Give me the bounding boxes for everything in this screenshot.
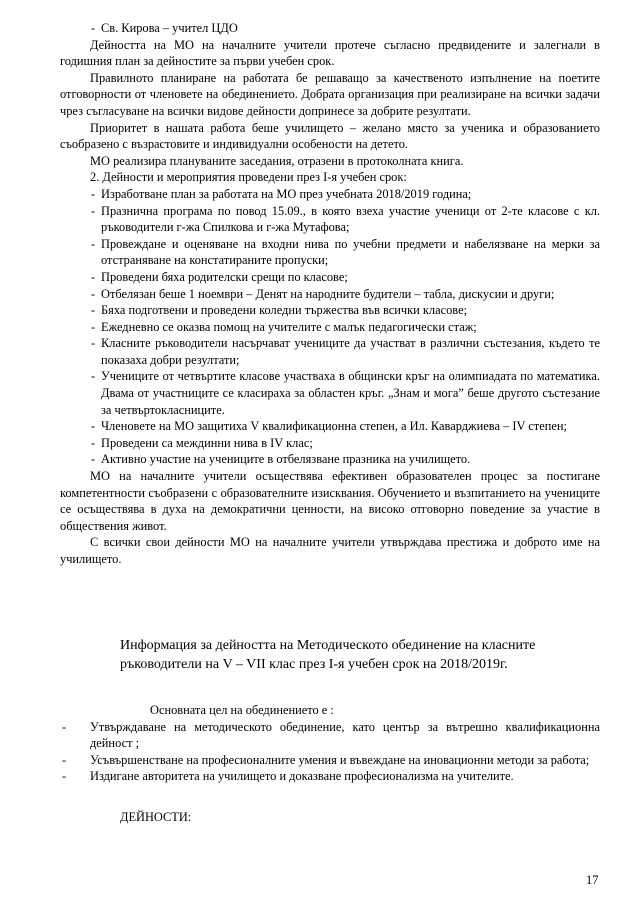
staff-list (60, 20, 600, 37)
goals-list (60, 719, 600, 785)
paragraph: Правилното планиране на работата бе решаващо за качественото изпълнение на поетите отговорности от членовете на обединението. Добрата организация при реализиране на всички задачи чрез съгласуване на всички видове дейности допринесе за добрите резултати. (60, 70, 600, 118)
list-item: - Празнична програма по повод 15.09., в която взеха участие ученици от 2-те класове с кл. ръководители г-жа Спилкова и г-жа Мутафова; (91, 203, 600, 235)
list-item: - Отбелязан беше 1 ноември – Денят на народните будители – табла, дискусии и други; (91, 286, 555, 301)
section2-body (60, 702, 600, 785)
list-item: - Усъвършенстване на професионалните умения и въвеждане на иновационни методи за работа; (62, 752, 590, 767)
goal-intro: Основната цел на обединението е : (150, 703, 334, 717)
list-item: - Издигане авторитета на училището и доказване професионализма на учителите. (62, 769, 514, 784)
list-item: - Учениците от четвъртите класове участваха в общински кръг на олимпиадата по математика. Двама от участниците се класираха за областен кръг. „Знам и мога” беше другото състезание за четвъртокласниците. (91, 369, 600, 417)
activities-list (60, 186, 600, 468)
activities-heading: ДЕЙНОСТИ: (120, 810, 192, 824)
list-item: - Св. Кирова – учител ЦДО (91, 21, 238, 35)
list-item: - Класните ръководители насърчават учениците да участват в различни състезания, където те показаха добри резултати; (91, 336, 600, 367)
subheading: 2. Дейности и мероприятия проведени през I-я учебен срок: (90, 170, 407, 185)
section-title: Информация за дейността на Методическото обединение на класните ръководители на V – VII клас през I-я учебен срок на 2018/2019г. (120, 638, 536, 672)
paragraph: МО реализира плануваните заседания, отразени в протоколната книга. (90, 153, 464, 168)
list-item: - Ежедневно се оказва помощ на учителите с малък педагогически стаж; (91, 319, 477, 334)
page-number: 17 (586, 873, 599, 887)
list-item: - Проведени бяха родителски срещи по класове; (91, 269, 348, 284)
list-item: - Членовете на МО защитиха V квалификационна степен, а Ил. Каварджиева – IV степен; (91, 419, 567, 434)
list-item: - Изработване план за работата на МО през учебната 2018/2019 година; (91, 186, 472, 201)
paragraph: МО на началните учители осъществява ефективен образователен процес за постигане компетентности съобразени с образователните изисквания. Обучението и възпитанието на учениците се осъществява в духа на демократични ценности, на високо отговорно поведение за участие в обществения живот. (60, 469, 600, 533)
section1-body (60, 20, 600, 568)
paragraph: Приоритет в нашата работа беше училището – желано място за ученика и образованието съобразено с възрастовите и индивидуални особености на детето. (60, 120, 600, 152)
paragraph: С всички свои дейности МО на началните учители утвърждава престижа и доброто име на училището. (60, 535, 600, 566)
paragraph: Дейността на МО на началните учители протече съгласно предвидените и залегнали в годишния план за дейностите за първи учебен срок. (60, 37, 600, 69)
list-item: - Бяха подготвени и проведени коледни тържества във всички класове; (91, 303, 468, 318)
list-item: - Проведени са междинни нива в IV клас; (91, 435, 313, 450)
list-item: - Активно участие на учениците в отбелязване празника на училището. (91, 452, 471, 467)
list-item: - Утвърждаване на методическото обединение, като център за вътрешно квалификационна дейност ; (62, 719, 600, 751)
list-item: - Провеждане и оценяване на входни нива по учебни предмети и набелязване на мерки за отстраняване на констатираните пропуски; (91, 236, 600, 268)
